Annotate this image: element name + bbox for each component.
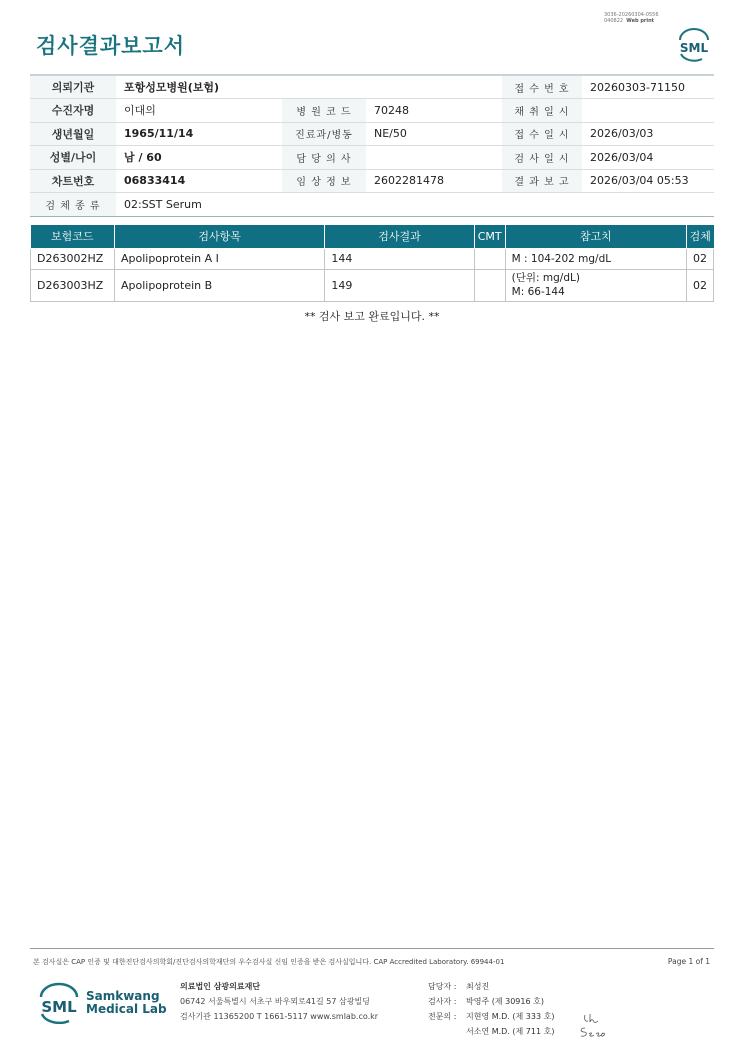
page-title: 검사결과보고서 xyxy=(36,34,186,58)
patient-info-table xyxy=(30,74,714,217)
brand-line1: Samkwang xyxy=(86,989,160,1003)
results-table xyxy=(30,225,714,302)
reference-line: (단위: mg/dL) xyxy=(511,272,580,284)
info-label: 생년월일 xyxy=(30,122,116,146)
staff-label: 전문의 : xyxy=(428,1012,457,1021)
info-label: 차트번호 xyxy=(30,169,116,193)
staff-row xyxy=(428,1026,554,1037)
samkwang-logo-text: SML xyxy=(41,998,77,1016)
footer-divider xyxy=(30,948,714,949)
org-address: 06742 서울특별시 서초구 바우뫼로41길 57 삼광빌딩 xyxy=(180,997,370,1006)
specimen-row xyxy=(30,193,714,217)
staff-value: 박영주 (제 30916 호) xyxy=(466,997,544,1006)
print-reference xyxy=(604,12,659,24)
report-complete-note: ** 검사 보고 완료입니다. ** xyxy=(304,310,440,323)
specimen-code: 02 xyxy=(686,248,713,269)
comment-cell xyxy=(474,248,505,269)
web-print-label: Web print xyxy=(626,18,655,24)
staff-row xyxy=(428,981,489,992)
insurance-code: D263003HZ xyxy=(31,269,115,301)
test-item: Apolipoprotein B xyxy=(114,269,324,301)
info-value: 이대의 xyxy=(116,99,282,123)
info-label: 진료과/병동 xyxy=(282,122,366,146)
org-contact: 검사기관 11365200 T 1661-5117 www.smlab.co.kr xyxy=(180,1012,379,1021)
info-value: NE/50 xyxy=(366,122,502,146)
sml-logo-icon xyxy=(676,28,712,62)
info-label: 병 원 코 드 xyxy=(282,99,366,123)
reference-line: M : 104-202 mg/dL xyxy=(511,252,612,265)
staff-value: 지현영 M.D. (제 333 호) xyxy=(466,1012,555,1021)
test-result: 149 xyxy=(325,269,474,301)
info-value: 남 / 60 xyxy=(116,146,282,170)
info-label: 검 사 일 시 xyxy=(502,146,582,170)
info-label: 결 과 보 고 xyxy=(502,169,582,193)
info-value: 포항성모병원(보험) xyxy=(116,75,282,99)
info-value: 2026/03/04 xyxy=(582,146,714,170)
reference-range xyxy=(505,269,686,301)
results-header-row xyxy=(31,225,714,248)
column-header: CMT xyxy=(474,225,505,248)
info-label: 담 당 의 사 xyxy=(282,146,366,170)
info-row xyxy=(30,169,714,193)
brand-line2: Medical Lab xyxy=(86,1002,167,1016)
info-value: 2026/03/04 05:53 xyxy=(582,169,714,193)
samkwang-logo-icon xyxy=(36,982,82,1024)
test-result: 144 xyxy=(325,248,474,269)
specimen-code: 02 xyxy=(686,269,713,301)
info-row xyxy=(30,122,714,146)
info-label: 의뢰기관 xyxy=(30,75,116,99)
column-header: 보험코드 xyxy=(31,225,115,248)
info-value xyxy=(366,146,502,170)
staff-value: 최성진 xyxy=(466,982,490,991)
page-number: Page 1 of 1 xyxy=(667,957,710,966)
reference-range xyxy=(505,248,686,269)
column-header: 검사항목 xyxy=(114,225,324,248)
info-value: 70248 xyxy=(366,99,502,123)
comment-cell xyxy=(474,269,505,301)
column-header: 검사결과 xyxy=(325,225,474,248)
info-label: 접 수 번 호 xyxy=(502,75,582,99)
info-row xyxy=(30,99,714,123)
specimen-value: 02:SST Serum xyxy=(116,193,714,217)
table-row xyxy=(31,269,714,301)
info-value: 06833414 xyxy=(116,169,282,193)
staff-value: 서소연 M.D. (제 711 호) xyxy=(466,1027,555,1036)
info-label: 접 수 일 시 xyxy=(502,122,582,146)
info-value xyxy=(582,99,714,123)
info-value: 20260303-71150 xyxy=(582,75,714,99)
info-label: 채 취 일 시 xyxy=(502,99,582,123)
info-value: 2026/03/03 xyxy=(582,122,714,146)
staff-label: 검사자 : xyxy=(428,997,457,1006)
signature-icon xyxy=(582,1011,602,1025)
table-row xyxy=(31,248,714,269)
info-label xyxy=(282,75,366,99)
signature-icon xyxy=(578,1025,606,1039)
info-row xyxy=(30,75,714,99)
org-name: 의료법인 삼광의료재단 xyxy=(180,982,261,991)
test-item: Apolipoprotein A I xyxy=(114,248,324,269)
brand-name xyxy=(86,990,167,1016)
staff-row xyxy=(428,996,544,1007)
print-reference-line1: 3036-20260304-0556 xyxy=(604,12,659,18)
certification-note: 본 검사실은 CAP 인증 및 대한진단검사의학회/진단검사의학재단의 우수검사실 신임 인증을 받은 검사실입니다. CAP Accredited Laboratory. 69944-01 xyxy=(33,958,505,966)
info-row xyxy=(30,146,714,170)
info-value: 2602281478 xyxy=(366,169,502,193)
specimen-label: 검 체 종 류 xyxy=(30,193,116,217)
info-value xyxy=(366,75,502,99)
column-header: 검체 xyxy=(686,225,713,248)
info-label: 수진자명 xyxy=(30,99,116,123)
print-reference-line2: 040822 xyxy=(604,18,624,24)
column-header: 참고치 xyxy=(505,225,686,248)
info-label: 임 상 정 보 xyxy=(282,169,366,193)
staff-label: 담당자 : xyxy=(428,982,457,991)
staff-row xyxy=(428,1011,554,1022)
info-value: 1965/11/14 xyxy=(116,122,282,146)
info-label: 성별/나이 xyxy=(30,146,116,170)
insurance-code: D263002HZ xyxy=(31,248,115,269)
reference-line: M: 66-144 xyxy=(511,286,565,298)
sml-logo-text: SML xyxy=(679,41,709,55)
